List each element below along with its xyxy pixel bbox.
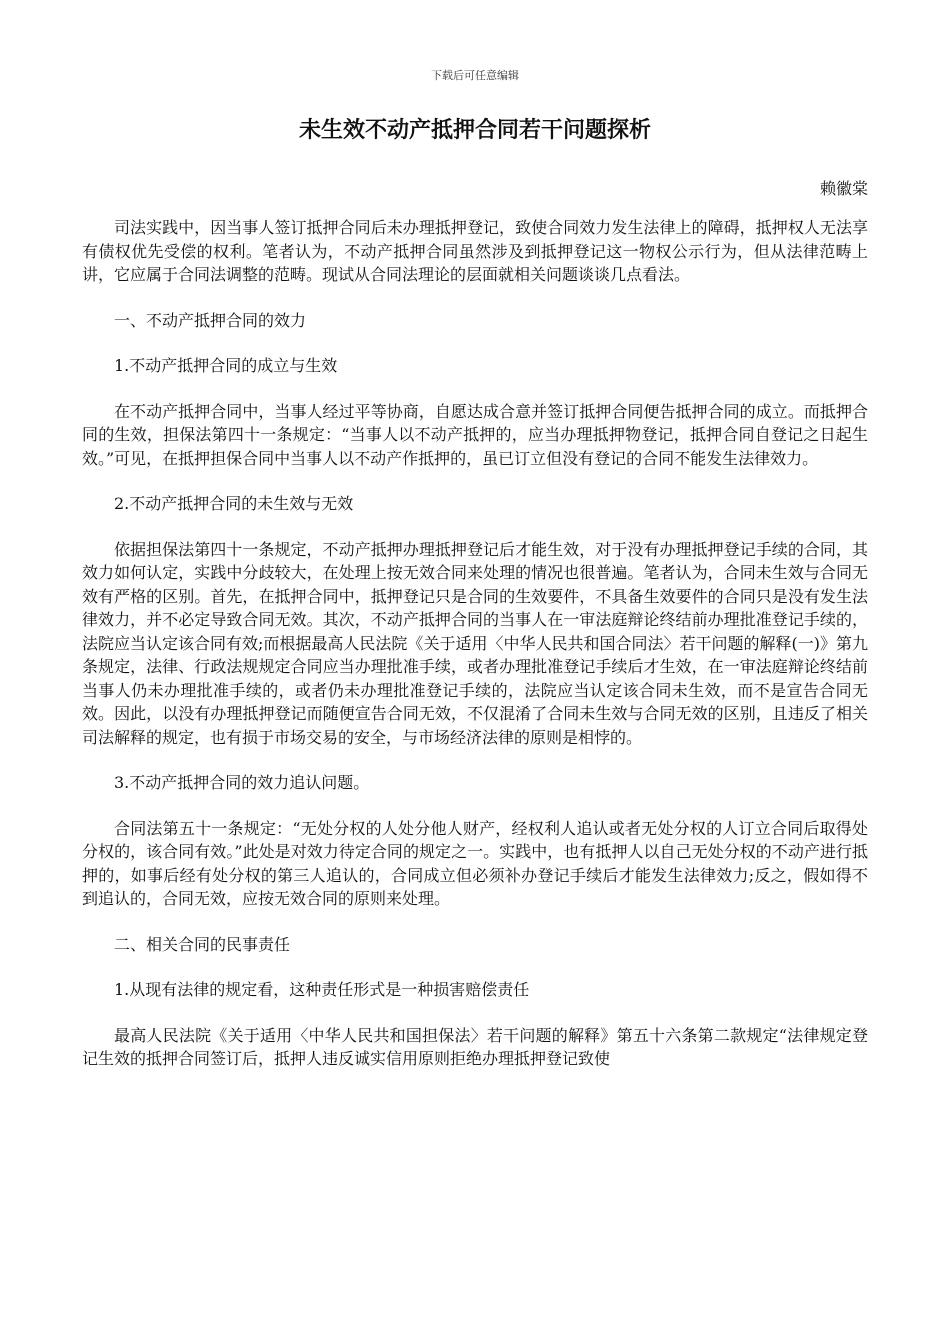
paragraph-2-1: 最高人民法院《关于适用〈中华人民共和国担保法〉若干问题的解释》第五十六条第二款规定“法律规定登记生效的抵押合同签订后，抵押人违反诚实信用原则拒绝办理抵押登记致使 (82, 1025, 868, 1068)
document-title: 未生效不动产抵押合同若干问题探析 (298, 118, 651, 143)
subsection-heading-1-1: 1.不动产抵押合同的成立与生效 (114, 356, 338, 375)
paragraph-1-3: 合同法第五十一条规定：“无处分权的人处分他人财产，经权利人追认或者无处分权的人订立合同后取得处分权的，该合同有效。”此处是对效力待定合同的规定之一。实践中，也有抵押人以自己无处分权的不动产进行抵押的，如事后经有处分权的第三人追认的，合同成立但必须补办登记手续后才能发生法律效力;反之，假如得不到追认的，合同无效，应按无效合同的原则来处理。 (82, 818, 868, 908)
document-body (82, 216, 868, 1093)
subsection-heading-1-3: 3.不动产抵押合同的效力追认问题。 (114, 773, 370, 792)
section-heading-1: 一、不动产抵押合同的效力 (114, 310, 307, 330)
header-note: 下载后可任意编辑 (431, 69, 519, 82)
subsection-heading-1-2: 2.不动产抵押合同的未生效与无效 (114, 494, 354, 513)
section-heading-2: 二、相关合同的民事责任 (114, 934, 291, 954)
paragraph-1-2: 依据担保法第四十一条规定，不动产抵押办理抵押登记后才能生效，对于没有办理抵押登记手续的合同，其效力如何认定，实践中分歧较大，在处理上按无效合同来处理的情况也很普遍。笔者认为，合同未生效与合同无效有严格的区别。首先，在抵押合同中，抵押登记只是合同的生效要件，不具备生效要件的合同只是没有发生法律效力，并不必定导致合同无效。其次，不动产抵押合同的当事人在一审法庭辩论终结前办理批准登记手续的，法院应当认定该合同有效;而根据最高人民法院《关于适用〈中华人民共和国合同法〉若干问题的解释(一)》第九条规定，法律、行政法规规定合同应当办理批准手续，或者办理批准登记手续后才生效，在一审法庭辩论终结前当事人仍未办理批准手续的，或者仍未办理批准登记手续的，法院应当认定该合同未生效，而不是宣告合同无效。因此，以没有办理抵押登记而随便宣告合同无效，不仅混淆了合同未生效与合同无效的区别，且违反了相关司法解释的规定，也有损于市场交易的安全，与市场经济法律的原则是相悖的。 (82, 539, 868, 747)
paragraph-intro: 司法实践中，因当事人签订抵押合同后未办理抵押登记，致使合同效力发生法律上的障碍，抵押权人无法享有债权优先受偿的权利。笔者认为，不动产抵押合同虽然涉及到抵押登记这一物权公示行为，但从法律范畴上讲，它应属于合同法调整的范畴。现试从合同法理论的层面就相关问题谈谈几点看法。 (82, 218, 868, 284)
subsection-heading-2-1: 1.从现有法律的规定看，这种责任形式是一种损害赔偿责任 (114, 980, 530, 999)
paragraph-1-1: 在不动产抵押合同中，当事人经过平等协商，自愿达成合意并签订抵押合同便告抵押合同的成立。而抵押合同的生效，担保法第四十一条规定：“当事人以不动产抵押的，应当办理抵押物登记，抵押合同自登记之日起生效。”可见，在抵押担保合同中当事人以不动产作抵押的，虽已订立但没有登记的合同不能发生法律效力。 (82, 401, 868, 468)
author-name: 赖徽棠 (819, 179, 868, 198)
